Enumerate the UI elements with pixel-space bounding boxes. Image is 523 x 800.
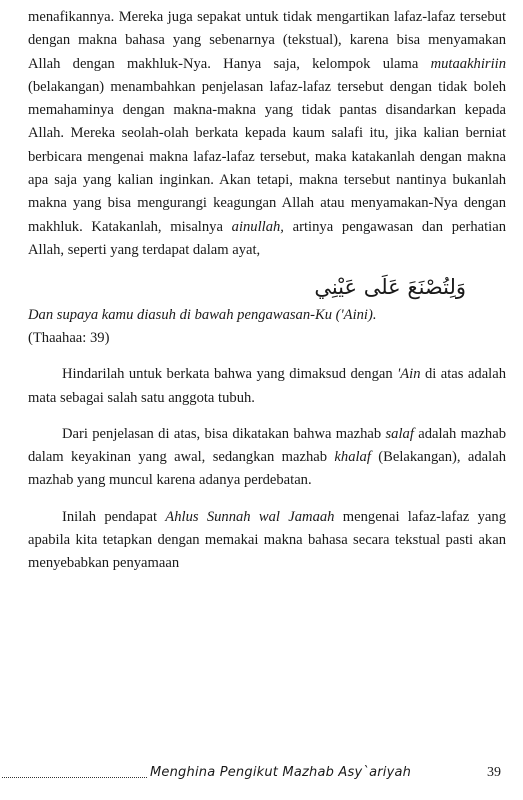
text-span: adalah mazhab dalam keyakinan yang awal, sedangkan mazhab <box>28 425 506 466</box>
paragraph-ain <box>28 363 506 410</box>
italic-term: ainullah, <box>231 218 284 235</box>
paragraph-salaf-khalaf <box>28 423 506 493</box>
italic-term: mutaakhiriin <box>430 55 506 72</box>
text-span: artinya pengawasan dan perhatian Allah, seperti yang terdapat dalam ayat, <box>28 218 507 258</box>
text-span: Dari penjelasan di atas, bisa dikatakan bahwa mazhab <box>62 425 386 442</box>
italic-term: khalaf <box>334 449 371 466</box>
footer-dotted-rule <box>2 777 147 778</box>
italic-term: Ahlus Sunnah wal Jamaah <box>165 508 335 525</box>
translation-text: Dan supaya kamu diasuh di bawah pengawasan-Ku ('Aini). <box>28 307 377 324</box>
text-span: Inilah pendapat <box>62 508 166 525</box>
paragraph-ahlus-sunnah <box>28 506 506 576</box>
page-footer <box>0 763 523 787</box>
text-span: (belakangan) menambahkan penjelasan lafaz-lafaz tersebut dengan tidak boleh memahaminya dengan makna-makna yang tidak pantas disandarkan kepada Allah. Mereka seolah-olah berkata kepada kaum salafi itu, jika kalian berniat berbicara mengenai makna lafaz-lafaz tersebut, maka katakanlah dengan makna apa saja yang kalian inginkan. Akan tetapi, makna tersebut nantinya bukanlah makna yang bisa mengurangi keagungan Allah atau menyamakan-Nya dengan makhluk. Katakanlah, misalnya <box>28 78 506 235</box>
running-title: Menghina Pengikut Mazhab Asy`ariyah <box>150 765 412 780</box>
text-span: di atas adalah mata sebagai salah satu anggota tubuh. <box>28 366 506 406</box>
text-span: (Belakangan), adalah mazhab yang muncul karena adanya perdebatan. <box>28 449 506 489</box>
italic-term: 'Ain <box>397 366 421 383</box>
italic-term: salaf <box>385 425 414 442</box>
verse-reference: (Thaahaa: 39) <box>28 330 110 347</box>
text-span: menafikannya. Mereka juga sepakat untuk tidak mengartikan lafaz-lafaz tersebut dengan makna bahasa yang sebenarnya (tekstual), karena bisa menyamakan Allah dengan makhluk-Nya. Hanya saja, kelompok ulama <box>28 9 506 72</box>
text-span: Hindarilah untuk berkata bahwa yang dimaksud dengan <box>62 366 398 383</box>
verse-translation <box>28 304 506 350</box>
text-span: mengenai lafaz-lafaz yang apabila kita tetapkan dengan memakai makna bahasa secara tekstual pasti akan menyebabkan penyamaan <box>28 508 506 572</box>
page-number: 39 <box>487 765 501 780</box>
arabic-verse: وَلِتُصْنَعَ عَلَى عَيْنِي <box>314 275 466 300</box>
paragraph-continuation <box>28 6 506 262</box>
page-body <box>28 6 506 576</box>
